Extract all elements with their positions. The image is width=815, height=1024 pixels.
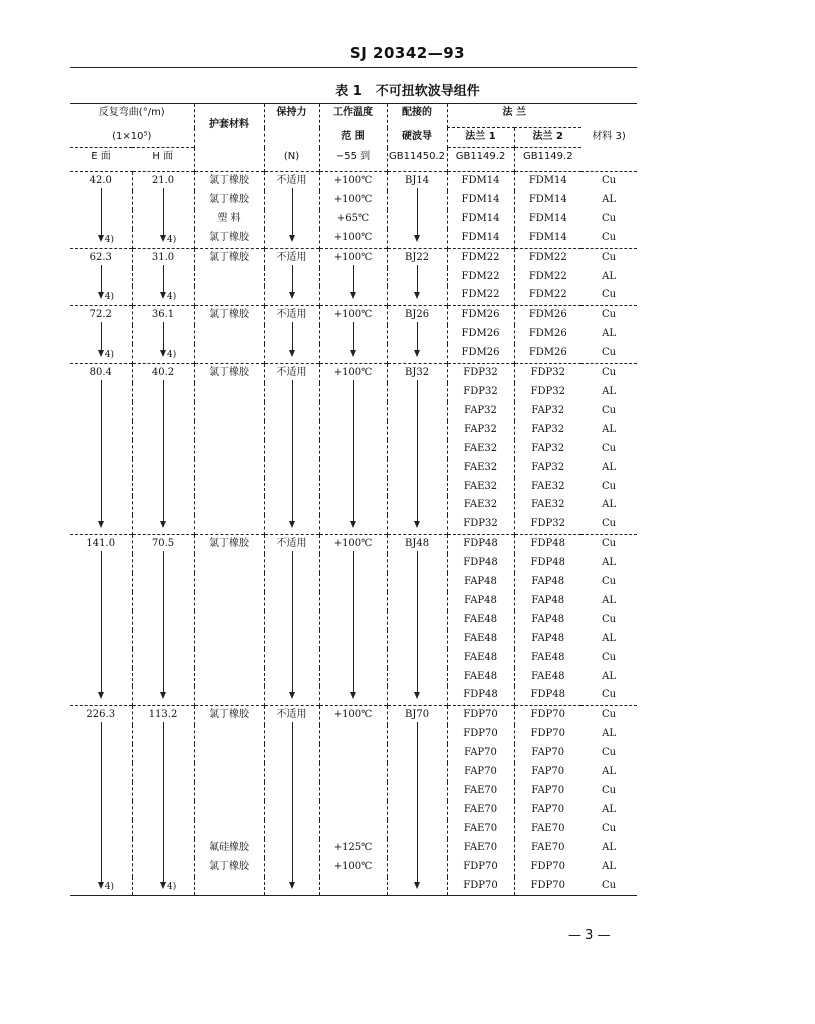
footnote-ref: 4) — [104, 234, 114, 245]
material-value: Cu — [601, 404, 617, 416]
footnote-ref: 4) — [104, 292, 114, 303]
h-plane-number: 70.5 — [151, 538, 175, 550]
down-arrow-icon — [353, 380, 354, 526]
jacket-material: 氟硅橡胶 — [194, 839, 264, 858]
flange1-value: FDM26 — [447, 325, 514, 344]
holding-force — [264, 706, 319, 896]
flange2-value: FDP48 — [514, 535, 581, 554]
flange2-value: FAP70 — [514, 744, 581, 763]
table-name: 不可扭软波导组件 — [375, 84, 480, 99]
material-value: AL — [602, 499, 616, 511]
material-value: Cu — [581, 306, 637, 325]
material-value: Cu — [601, 289, 617, 301]
flange2-value: FAE32 — [514, 478, 581, 497]
down-arrow-icon — [292, 380, 293, 526]
flange1-value: FAE70 — [447, 801, 514, 820]
temperature-value — [319, 364, 387, 535]
holding-spacer — [264, 128, 319, 148]
waveguide-header-line2: 硬波导 — [387, 128, 447, 148]
down-arrow-icon — [417, 722, 418, 887]
waveguide-value — [387, 364, 447, 535]
flange1-value: FAP70 — [447, 763, 514, 782]
flange1-value: FDM14 — [447, 210, 514, 229]
flange-header: 法 兰 — [447, 104, 581, 128]
material-value: AL — [602, 766, 616, 778]
flange1-value: FDP48 — [447, 554, 514, 573]
flange2-value: FAP48 — [514, 630, 581, 649]
flange2-value: FDP70 — [514, 858, 581, 877]
waveguide-text: BJ26 — [404, 309, 430, 321]
material-value: AL — [602, 423, 616, 435]
flange2-value: FDM14 — [514, 229, 581, 248]
flange1-value: FDM14 — [447, 191, 514, 210]
flange1-value: FDP70 — [447, 858, 514, 877]
material-value: Cu — [601, 518, 617, 530]
waveguide-text: BJ32 — [404, 367, 430, 379]
flange2-value: FAP48 — [514, 611, 581, 630]
flange2-value: FDP32 — [514, 364, 581, 383]
jacket-material: 塑 料 — [194, 210, 264, 229]
flange1-value: FAP48 — [447, 573, 514, 592]
table-row — [70, 706, 637, 725]
table-row — [70, 248, 637, 267]
temperature-value: +125℃ — [319, 839, 387, 858]
material-value: AL — [602, 728, 616, 740]
flange1-value: FDP70 — [447, 706, 514, 725]
flange2-value: FDP70 — [514, 725, 581, 744]
e-plane-number: 72.2 — [89, 309, 112, 321]
flange1-value: FDP70 — [447, 725, 514, 744]
down-arrow-icon — [353, 265, 354, 298]
material-value: Cu — [581, 172, 637, 191]
material-value: Cu — [581, 535, 637, 554]
down-arrow-icon — [292, 265, 293, 298]
e-plane-number: 42.0 — [89, 175, 112, 186]
jacket-material — [194, 744, 264, 763]
temperature-value — [319, 248, 387, 306]
waveguide-text: BJ70 — [404, 709, 430, 721]
jacket-material — [194, 763, 264, 782]
e-plane-value — [70, 172, 132, 249]
footnote-ref: 4) — [167, 292, 177, 303]
down-arrow-icon — [101, 722, 102, 887]
table-row — [70, 306, 637, 325]
material-value: Cu — [601, 347, 617, 359]
temperature-value: +100℃ — [319, 191, 387, 210]
material-value: AL — [602, 803, 616, 815]
flange1-header: 法兰 1 — [447, 128, 514, 148]
e-plane-value — [70, 248, 132, 306]
flange1-value: FAE70 — [447, 782, 514, 801]
material-value: AL — [602, 385, 616, 397]
waveguide-text: BJ22 — [404, 251, 430, 263]
flange1-value: FDM22 — [447, 286, 514, 305]
flange2-value: FDP48 — [514, 554, 581, 573]
document-code: SJ 20342—93 — [349, 44, 466, 62]
h-plane-value — [132, 535, 194, 706]
flange2-value: FDP70 — [514, 706, 581, 725]
flange2-value: FDP48 — [514, 686, 581, 705]
flange2-value: FDM22 — [514, 268, 581, 287]
jacket-material: 氯丁橡胶 — [194, 535, 264, 706]
material-value: AL — [602, 860, 616, 872]
material-value: AL — [602, 670, 616, 682]
temperature-value: +100℃ — [319, 858, 387, 877]
temperature-value: +100℃ — [319, 706, 387, 725]
flange2-value: FAP48 — [514, 592, 581, 611]
jacket-material: 氯丁橡胶 — [194, 706, 264, 725]
flange1-value: FDM26 — [447, 344, 514, 363]
h-plane-value — [132, 306, 194, 364]
flange2-value: FDM22 — [514, 286, 581, 305]
waveguide-value — [387, 535, 447, 706]
flange2-value: FAP70 — [514, 763, 581, 782]
e-plane-number: 62.3 — [89, 251, 112, 263]
holding-force — [264, 535, 319, 706]
flange2-value: FDM26 — [514, 306, 581, 325]
down-arrow-icon — [163, 265, 164, 298]
table-title — [0, 80, 815, 99]
holding-force — [264, 364, 319, 535]
flange1-value: FAE48 — [447, 668, 514, 687]
down-arrow-icon — [292, 722, 293, 887]
flange2-value: FAE48 — [514, 649, 581, 668]
page-number: — 3 — — [568, 928, 611, 943]
material-value: AL — [602, 632, 616, 644]
material-value: Cu — [601, 212, 617, 224]
down-arrow-icon — [292, 188, 293, 240]
bend-header: 反复弯曲(°/m) — [98, 107, 165, 118]
down-arrow-icon — [101, 188, 102, 240]
h-plane-number: 36.1 — [151, 309, 175, 321]
material-value: AL — [602, 270, 616, 282]
flange2-value: FAE70 — [514, 820, 581, 839]
flange1-value: FAE48 — [447, 649, 514, 668]
jacket-material — [194, 725, 264, 744]
h-plane-number: 40.2 — [151, 367, 175, 379]
down-arrow-icon — [417, 188, 418, 240]
material-value: Cu — [601, 442, 617, 454]
jacket-material: 氯丁橡胶 — [194, 364, 264, 535]
down-arrow-icon — [353, 551, 354, 697]
material-value: AL — [602, 193, 616, 205]
jacket-material — [194, 877, 264, 896]
material-value: Cu — [581, 364, 637, 383]
flange1-value: FDM14 — [447, 229, 514, 248]
temperature-value — [319, 782, 387, 801]
temperature-value: +100℃ — [319, 172, 387, 191]
material-value: AL — [602, 328, 616, 340]
flange1-value: FAP48 — [447, 592, 514, 611]
waveguide-text: BJ14 — [404, 175, 430, 186]
material-value: Cu — [601, 785, 617, 796]
material-value: Cu — [601, 879, 617, 891]
down-arrow-icon — [101, 551, 102, 697]
flange1-value: FDP48 — [447, 535, 514, 554]
flange2-value: FDP32 — [514, 383, 581, 402]
flange2-value: FAP32 — [514, 459, 581, 478]
flange1-value: FAE32 — [447, 459, 514, 478]
holding-force-value: 不适用 — [276, 367, 307, 379]
h-plane-value — [132, 706, 194, 896]
footnote-ref: 4) — [167, 234, 177, 245]
footnote-ref: 4) — [104, 882, 114, 893]
down-arrow-icon — [163, 322, 164, 355]
table-row — [70, 535, 637, 554]
temperature-value — [319, 801, 387, 820]
holding-header: 保持力 — [264, 104, 319, 128]
flange2-value: FDP70 — [514, 877, 581, 896]
flange2-value: FAP32 — [514, 440, 581, 459]
jacket-material: 氯丁橡胶 — [194, 191, 264, 210]
down-arrow-icon — [163, 722, 164, 887]
holding-force-value: 不适用 — [276, 709, 307, 721]
temperature-text: +100℃ — [333, 251, 373, 263]
h-plane-number: 31.0 — [151, 251, 175, 263]
h-plane-value — [132, 248, 194, 306]
flange1-value: FDM26 — [447, 306, 514, 325]
down-arrow-icon — [101, 265, 102, 298]
jacket-material — [194, 801, 264, 820]
waveguide-text: BJ48 — [404, 538, 430, 550]
holding-force — [264, 172, 319, 249]
holding-force-value: 不适用 — [276, 538, 307, 550]
h-plane-header: H 面 — [132, 148, 194, 172]
temperature-value — [319, 535, 387, 706]
flange1-value: FDP32 — [447, 383, 514, 402]
down-arrow-icon — [417, 322, 418, 355]
down-arrow-icon — [292, 551, 293, 697]
e-plane-value — [70, 306, 132, 364]
flange2-value: FAP70 — [514, 782, 581, 801]
material-value: Cu — [601, 747, 617, 759]
jacket-material: 氯丁橡胶 — [194, 229, 264, 248]
bend-unit: (1×10⁵) — [112, 130, 152, 142]
flange1-value: FAE70 — [447, 839, 514, 858]
down-arrow-icon — [292, 322, 293, 355]
e-plane-value — [70, 364, 132, 535]
flange2-value: FDM26 — [514, 325, 581, 344]
footnote-ref: 4) — [167, 882, 177, 893]
holding-unit: (N) — [264, 148, 319, 172]
material-value: Cu — [601, 651, 617, 663]
holding-force-value: 不适用 — [276, 309, 307, 321]
flange1-value: FAE32 — [447, 496, 514, 515]
material-value: Cu — [581, 706, 637, 725]
flange2-value: FAE70 — [514, 839, 581, 858]
waveguide-standard: GB11450.2 — [387, 148, 447, 172]
material-value: Cu — [601, 480, 617, 492]
header-rule — [70, 67, 637, 68]
e-plane-number: 141.0 — [86, 538, 116, 550]
temperature-value — [319, 725, 387, 744]
waveguide-table — [70, 103, 637, 896]
jacket-material: 氯丁橡胶 — [194, 248, 264, 306]
e-plane-number: 80.4 — [89, 367, 112, 379]
temperature-value — [319, 820, 387, 839]
holding-force — [264, 306, 319, 364]
material-value: AL — [602, 841, 616, 853]
holding-force-value: 不适用 — [276, 175, 307, 186]
flange1-value: FDP48 — [447, 686, 514, 705]
flange2-value: FAE32 — [514, 496, 581, 515]
waveguide-value — [387, 172, 447, 249]
material-value: AL — [602, 594, 616, 606]
flange1-value: FAP70 — [447, 744, 514, 763]
flange2-value: FDM14 — [514, 210, 581, 229]
flange1-value: FAE70 — [447, 820, 514, 839]
jacket-material — [194, 820, 264, 839]
table-row — [70, 172, 637, 191]
jacket-material: 氯丁橡胶 — [194, 172, 264, 191]
table-number: 表 1 — [335, 84, 362, 99]
material-value: Cu — [601, 231, 617, 243]
material-value: Cu — [601, 822, 617, 834]
down-arrow-icon — [417, 380, 418, 526]
down-arrow-icon — [163, 188, 164, 240]
temperature-value — [319, 306, 387, 364]
jacket-spacer — [194, 148, 264, 172]
jacket-material — [194, 782, 264, 801]
temp-header-line3: −55 到 — [319, 148, 387, 172]
material-value: Cu — [601, 576, 617, 588]
flange1-value: FDM22 — [447, 268, 514, 287]
footnote-ref: 4) — [167, 350, 177, 361]
h-plane-number: 21.0 — [151, 175, 175, 186]
jacket-header: 护套材料 — [194, 104, 264, 148]
flange2-value: FAP32 — [514, 421, 581, 440]
holding-force — [264, 248, 319, 306]
temperature-text: +100℃ — [333, 309, 373, 321]
jacket-material: 氯丁橡胶 — [194, 306, 264, 364]
table-row — [70, 364, 637, 383]
down-arrow-icon — [417, 265, 418, 298]
flange2-value: FDM14 — [514, 191, 581, 210]
flange1-value: FDP32 — [447, 515, 514, 534]
flange1-value: FDM14 — [447, 172, 514, 191]
flange2-standard: GB1149.2 — [514, 148, 581, 172]
temperature-text: +100℃ — [333, 367, 373, 379]
down-arrow-icon — [353, 322, 354, 355]
waveguide-header: 配接的 — [387, 104, 447, 128]
e-plane-header: E 面 — [70, 148, 132, 172]
h-plane-number: 113.2 — [148, 709, 178, 721]
e-plane-number: 226.3 — [86, 709, 116, 721]
material-header: 材料 3) — [592, 131, 626, 143]
h-plane-value — [132, 172, 194, 249]
material-value: Cu — [581, 248, 637, 267]
e-plane-value — [70, 535, 132, 706]
temperature-value: +65℃ — [319, 210, 387, 229]
down-arrow-icon — [101, 380, 102, 526]
e-plane-value — [70, 706, 132, 896]
temperature-value: +100℃ — [319, 229, 387, 248]
flange1-value: FAE48 — [447, 630, 514, 649]
temperature-text: +100℃ — [333, 538, 373, 550]
jacket-material: 氯丁橡胶 — [194, 858, 264, 877]
flange1-value: FAP32 — [447, 402, 514, 421]
waveguide-value — [387, 706, 447, 896]
temp-header-line2: 范 围 — [319, 128, 387, 148]
down-arrow-icon — [163, 380, 164, 526]
flange2-value: FAP32 — [514, 402, 581, 421]
material-value: AL — [602, 557, 616, 569]
material-value: Cu — [601, 613, 617, 625]
flange1-value: FDP70 — [447, 877, 514, 896]
temperature-value — [319, 877, 387, 896]
flange1-value: FAE48 — [447, 611, 514, 630]
flange2-value: FAP70 — [514, 801, 581, 820]
flange1-value: FDP32 — [447, 364, 514, 383]
waveguide-value — [387, 248, 447, 306]
flange2-value: FAP48 — [514, 573, 581, 592]
material-value: Cu — [601, 689, 617, 701]
flange2-header: 法兰 2 — [514, 128, 581, 148]
flange2-value: FDM14 — [514, 172, 581, 191]
flange2-value: FDM26 — [514, 344, 581, 363]
holding-force-value: 不适用 — [276, 251, 307, 263]
footnote-ref: 4) — [104, 350, 114, 361]
flange1-standard: GB1149.2 — [447, 148, 514, 172]
flange1-value: FAE32 — [447, 440, 514, 459]
down-arrow-icon — [101, 322, 102, 355]
flange1-value: FDM22 — [447, 248, 514, 267]
flange2-value: FDM22 — [514, 248, 581, 267]
flange1-value: FAE32 — [447, 478, 514, 497]
h-plane-value — [132, 364, 194, 535]
temperature-value — [319, 744, 387, 763]
flange2-value: FAE48 — [514, 668, 581, 687]
down-arrow-icon — [417, 551, 418, 697]
temp-header: 工作温度 — [319, 104, 387, 128]
waveguide-value — [387, 306, 447, 364]
down-arrow-icon — [163, 551, 164, 697]
temperature-value — [319, 763, 387, 782]
material-value: AL — [602, 461, 616, 473]
flange2-value: FDP32 — [514, 515, 581, 534]
flange1-value: FAP32 — [447, 421, 514, 440]
